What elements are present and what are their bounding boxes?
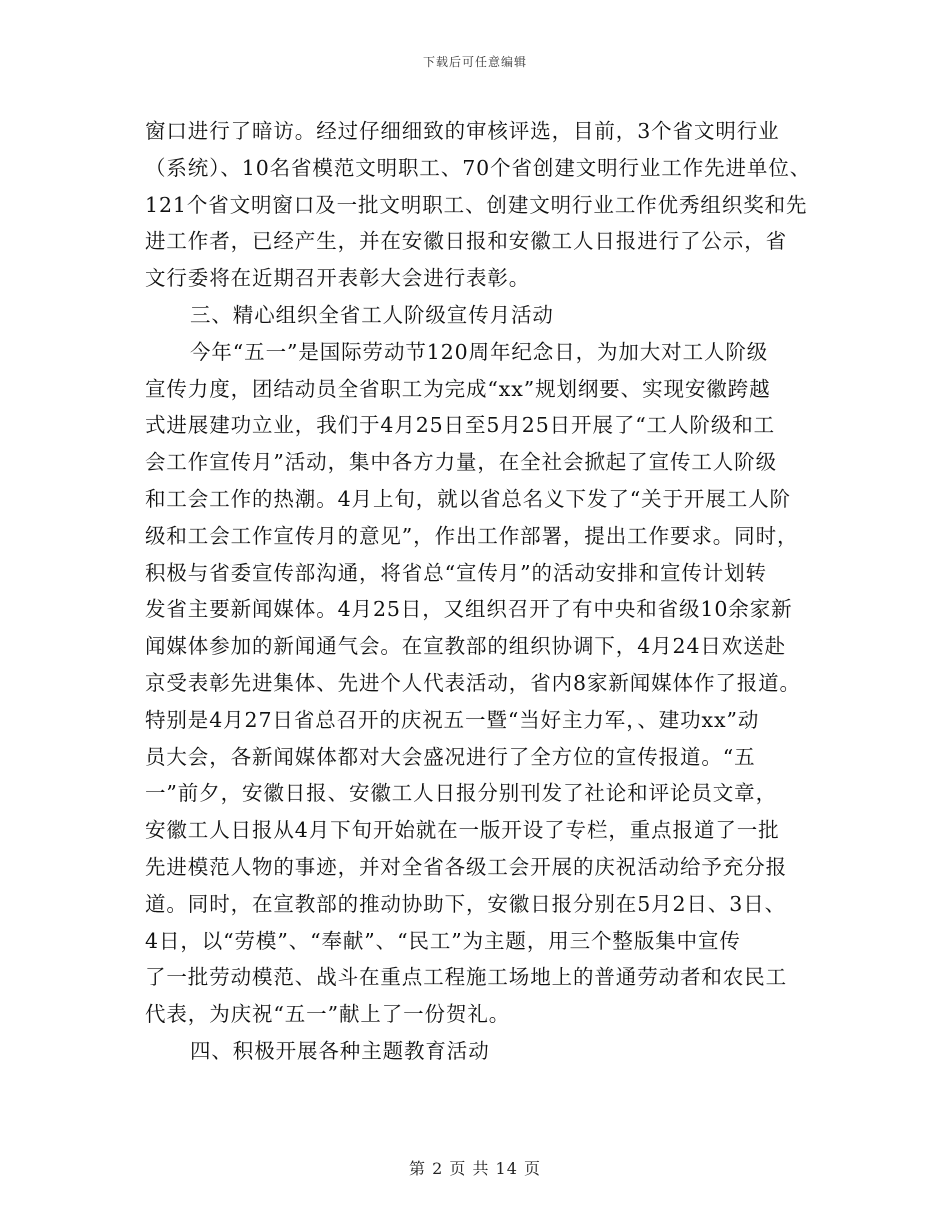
body-line: 积极与省委宣传部沟通，将省总“宣传月”的活动安排和宣传计划转 [145, 560, 767, 585]
body-line: 级和工会工作宣传月的意见”，作出工作部署，提出工作要求。同时， [145, 523, 799, 548]
document-body [145, 113, 813, 1070]
body-line: 特别是4月27日省总召开的庆祝五一暨“当好主力军，、建功xx”动 [145, 707, 760, 732]
section-heading: 四、积极开展各种主题教育活动 [190, 1038, 490, 1063]
body-line: 了一批劳动模范、战斗在重点工程施工场地上的普通劳动者和农民工 [145, 965, 787, 990]
body-line: 发省主要新闻媒体。4月25日，又组织召开了有中央和省级10余家新 [145, 597, 793, 622]
body-line: 式进展建功立业，我们于4月25日至5月25日开展了“工人阶级和工 [145, 413, 776, 438]
body-line: 今年“五一”是国际劳动节120周年纪念日，为加大对工人阶级 [190, 339, 769, 364]
section-heading: 三、精心组织全省工人阶级宣传月活动 [190, 302, 554, 327]
body-line: 进工作者，已经产生，并在安徽日报和安徽工人日报进行了公示，省 [145, 229, 787, 254]
body-line: 和工会工作的热潮。4月上旬，就以省总名义下发了“关于开展工人阶 [145, 486, 791, 511]
page-number: 第 2 页 共 14 页 [409, 1159, 541, 1178]
body-line: 一”前夕，安徽日报、安徽工人日报分别刊发了社论和评论员文章， [145, 781, 777, 806]
body-line: 闻媒体参加的新闻通气会。在宣教部的组织协调下，4月24日欢送赴 [145, 634, 787, 659]
body-line: 宣传力度，团结动员全省职工为完成“xx”规划纲要、实现安徽跨越 [145, 376, 771, 401]
body-line: 员大会，各新闻媒体都对大会盛况进行了全方位的宣传报道。“五 [145, 744, 756, 769]
body-line: 文行委将在近期召开表彰大会进行表彰。 [145, 266, 531, 291]
page-header: 下载后可任意编辑 [422, 55, 527, 69]
body-line: 先进模范人物的事迹，并对全省各级工会开展的庆祝活动给予充分报 [145, 854, 787, 879]
body-line: 代表，为庆祝“五一”献上了一份贺礼。 [145, 1002, 511, 1027]
body-line: 道。同时，在宣教部的推动协助下，安徽日报分别在5月2日、3日、 [145, 891, 787, 916]
body-line: 会工作宣传月”活动，集中各方力量，在全社会掀起了宣传工人阶级 [145, 450, 777, 475]
body-line: 121个省文明窗口及一批文明职工、创建文明行业工作优秀组织奖和先 [145, 192, 808, 217]
body-line: （系统）、10名省模范文明职工、70个省创建文明行业工作先进单位、 [145, 155, 812, 180]
body-line: 京受表彰先进集体、先进个人代表活动，省内8家新闻媒体作了报道。 [145, 670, 801, 695]
body-line: 窗口进行了暗访。经过仔细细致的审核评选，目前，3个省文明行业 [145, 119, 780, 143]
body-line: 4日，以“劳模”、“奉献”、“民工”为主题，用三个整版集中宣传 [145, 928, 741, 953]
body-line: 安徽工人日报从4月下旬开始就在一版开设了专栏，重点报道了一批 [145, 818, 780, 843]
